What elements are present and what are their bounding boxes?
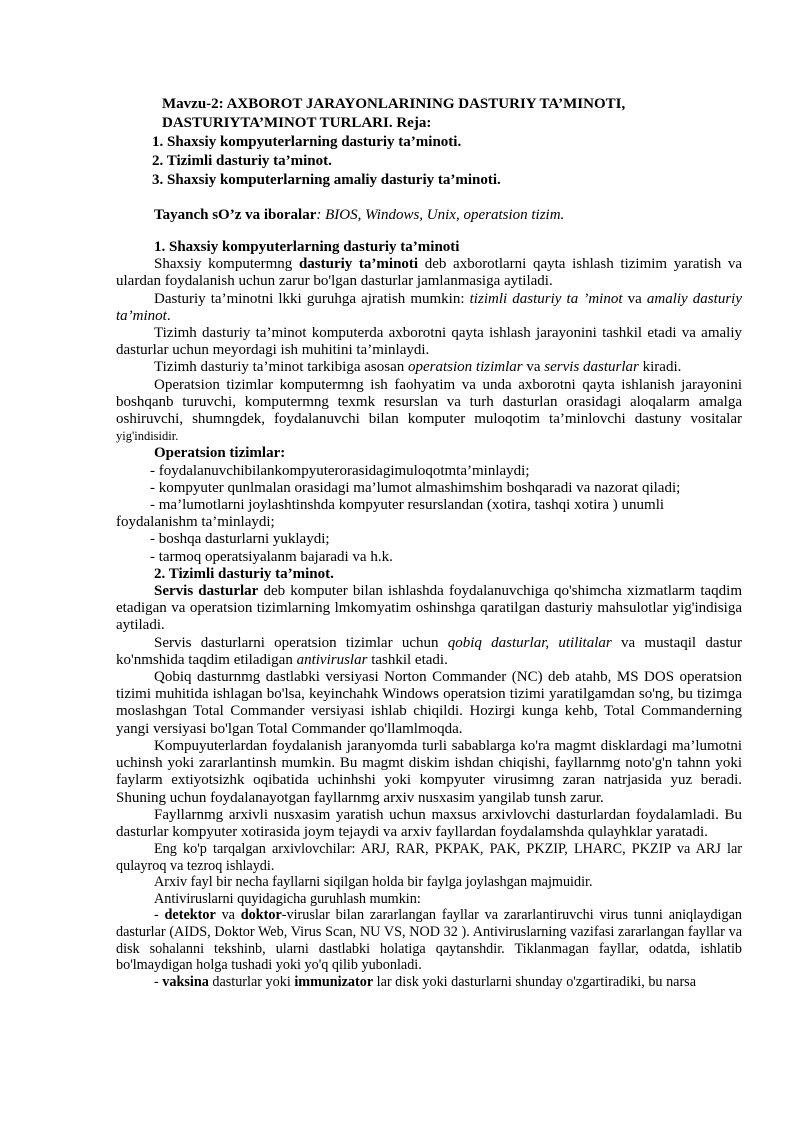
section2-paragraph-10: - vaksina dasturlar yoki immunizator lar disk yoki dasturlarni shunday o'zgartiradiki, bu narsa <box>154 973 697 990</box>
section1-paragraph-1: Shaxsiy komputermng dasturiy ta’minoti deb axborotlarni qayta ishlash tizimim yaratish va ulardan foydalanish uchun zarur bo'lgan dasturlar jamlanmasiga aytiladi. <box>116 256 742 290</box>
keywords-line <box>154 207 742 224</box>
os-list-item: - ma’lumotlarni joylashtinshda kompyuter resurslandan (xotira, tashqi xotira ) unumli foydalanishm ta’minlaydi; <box>116 497 665 531</box>
section2-paragraph-9: - detektor va doktor-viruslar bilan zararlangan fayllar va zararlantiruvchi virus tunni aniqlaydigan dasturlar (AIDS, Doktor Web, Virus Scan, NU VS, NOD 32 ). Antiviruslarning vazifasi zararlangan fayllar va disk sohalanni tekshinb, ularni dastlabki holatiga qaytanshdir. Tiklanmagan fayllar, odatda, ishlatib bo'lmaydigan holga tushadi yoki yo'q qilib yubonladi. <box>116 907 742 974</box>
os-list-item: - boshqa dasturlarni yuklaydi; <box>150 531 330 548</box>
plan-item-3: 3. Shaxsiy komputerlarning amaliy dasturiy ta’minoti. <box>152 172 501 188</box>
section2-paragraph-2: Servis dasturlarni operatsion tizimlar uchun qobiq dasturlar, utilitalar va mustaqil dastur ko'nmshida taqdim etiladigan antiviruslar tashkil etadi. <box>116 634 743 668</box>
section1-paragraph-4: Tizimh dasturiy ta’minot tarkibiga asosan operatsion tizimlar va servis dasturlar kiradi. <box>154 359 682 376</box>
os-list-item: - foydalanuvchibilankompyuterorasidagimuloqotmta’minlaydi; <box>150 462 530 479</box>
title-line-2: DASTURIYTA’MINOT TURLARI. Reja: <box>162 115 432 131</box>
os-heading: Operatsion tizimlar: <box>154 445 286 462</box>
keywords-label: Tayanch sO’z va iboralar <box>154 207 317 223</box>
keywords-terms: BIOS, Windows, Unix, operatsion tizim. <box>321 207 565 223</box>
section2-paragraph-8: Antiviruslarni quyidagicha guruhlash mumkin: <box>154 890 421 907</box>
section1-paragraph-2: Dasturiy ta’minotni lkki guruhga ajratish mumkin: tizimli dasturiy ta ’minot va amaliy dasturiy ta’minot. <box>116 290 742 324</box>
title-line-1: Mavzu-2: AXBOROT JARAYONLARINING DASTURIY TA’MINOTI, <box>162 96 626 112</box>
plan-item-1: 1. Shaxsiy kompyuterlarning dasturiy ta’minoti. <box>152 134 462 150</box>
os-list-item: - kompyuter qunlmalan orasidagi ma’lumot almashimshim boshqaradi va nazorat qiladi; <box>150 479 681 496</box>
keywords-colon: : <box>316 207 322 223</box>
section1-heading: 1. Shaxsiy kompyuterlarning dasturiy ta’minoti <box>154 239 460 255</box>
section2-paragraph-4: Kompuyuterlardan foydalanish jaranyomda turli sabablarga ko'ra magmt disklardagi ma’lumotni uchinsh yoki zararlantinsh mumkin. Bu magmt diskim ishdan chiqishi, fayllarnmg noto'g'n tahnn yoki faylarm extiyotsizhk oqibatida uchinhshi yoki kompyuter virusimng zaran natrjasida yuz beradi. Shuning uchun foydalanayotgan fayllarnmg arxiv nusxasim yangilab tunsh zarur. <box>116 737 742 806</box>
section2-paragraph-6: Eng ko'p tarqalgan arxivlovchilar: ARJ, RAR, PKPAK, PAK, PKZIP, LHARC, PKZIP va ARJ lar qulayroq va tezroq ishlaydi. <box>116 841 742 874</box>
section1-paragraph-5: Operatsion tizimlar komputermng ish faohyatim va unda axborotni qayta ishlanish jarayonini boshqanb turuvchi, komputermng texmk resurslan va turh dasturlan orasidagi aloqalarm amalga oshiruvchi, shumngdek, foydalanuvchi bilan komputer muloqotim ta’minlovchi dastuny vositalar yig'indisidir. <box>116 376 742 444</box>
document-page <box>116 95 742 990</box>
plan-item-2: 2. Tizimli dasturiy ta’minot. <box>152 153 332 169</box>
section2-paragraph-1: Servis dasturlar deb komputer bilan ishlashda foydalanuvchiga qo'shimcha xizmatlarm taqdim etadigan va operatsion tizimlarning lmkomyatim oshinshga qaratilgan dasturiy mahsulotlar yig'indisiga aytiladi. <box>116 583 742 634</box>
section2-paragraph-3: Qobiq dasturnmg dastlabki versiyasi Norton Commander (NC) deb atahb, MS DOS operatsion tizimi muhitida ishlagan bo'lsa, keyinchahk Windows operatsion tizimi yaratilgamdan so'ng, bu tizimga moslashgan Total Commander versiyasi ishlab chiqildi. Hozirgi kunga kehb, Total Commanderning yangi versiyasi bo'lgan Total Commander qo'llamlmoqda. <box>116 669 742 737</box>
section1-paragraph-3: Tizimh dasturiy ta’minot komputerda axborotni qayta ishlash jarayonini tashkil etadi va amaliy dasturlar uchun meyordagi ish muhitini ta’minlaydi. <box>116 325 742 359</box>
section2-heading: 2. Tizimli dasturiy ta’minot. <box>154 565 334 582</box>
section2-paragraph-7: Arxiv fayl bir necha fayllarni siqilgan holda bir faylga joylashgan majmuidir. <box>154 874 593 891</box>
os-list-item: - tarmoq operatsiyalanm bajaradi va h.k. <box>150 548 393 565</box>
section2-paragraph-5: Fayllarnmg arxivli nusxasim yaratish uchun maxsus arxivlovchi dasturlardan foydalamladi. Bu dasturlar kompyuter xotirasida joym tejaydi va arxiv fayllardan foydalamshda qulayhklar yaratadi. <box>116 806 742 840</box>
